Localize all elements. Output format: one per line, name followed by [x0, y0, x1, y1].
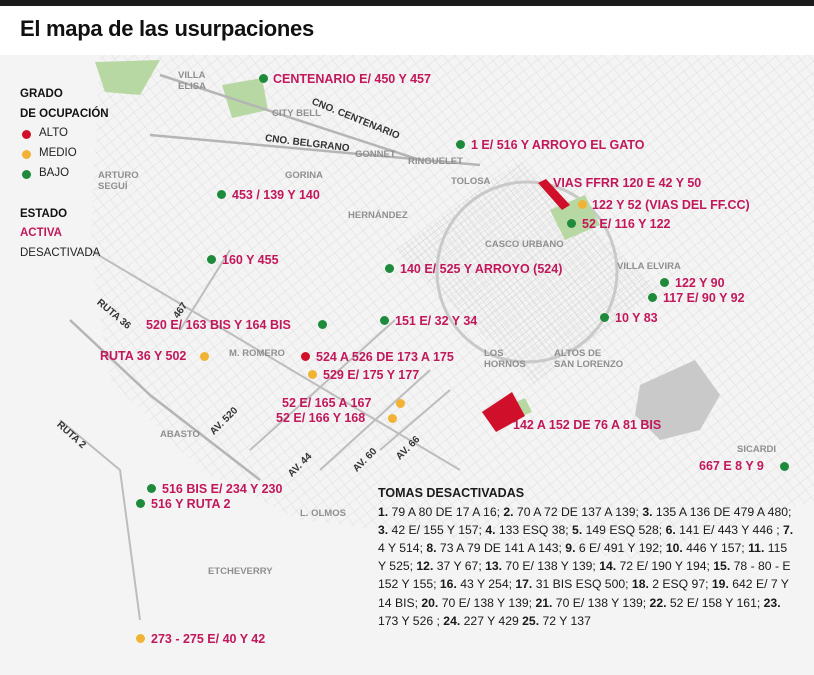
toma-number: 3.: [378, 523, 389, 538]
marker-dot: [308, 370, 317, 379]
toma-number: 6.: [665, 523, 676, 538]
place-villa-elvira: VILLA ELVIRA: [617, 261, 681, 272]
legend-medio-label: MEDIO: [39, 147, 77, 159]
toma-number: 1.: [378, 505, 389, 520]
marker-label: 142 A 152 DE 76 A 81 BIS: [513, 418, 662, 432]
toma-address: 149 ESQ 528;: [582, 523, 666, 538]
toma-number: 11.: [748, 541, 765, 556]
legend-grado-title-2: DE OCUPACIÓN: [20, 108, 109, 120]
toma-address: 70 E/ 138 Y 139;: [502, 559, 600, 574]
place-los-hornos: LOS HORNOS: [484, 348, 526, 370]
place-villa-elisa: VILLA ELISA: [178, 70, 206, 92]
toma-number: 14.: [599, 559, 617, 574]
place-arturo-segui: ARTURO SEGUÍ: [98, 170, 139, 192]
toma-number: 21.: [535, 595, 553, 610]
toma-number: 8.: [426, 541, 437, 556]
toma-address: 52 E/ 158 Y 161;: [666, 595, 764, 610]
marker-label: 516 BIS E/ 234 Y 230: [162, 482, 283, 496]
marker-label: 667 E 8 Y 9: [699, 459, 764, 473]
marker-label: 151 E/ 32 Y 34: [395, 314, 478, 328]
toma-address: 70 E/ 138 Y 139;: [552, 595, 650, 610]
marker-dot: [456, 140, 465, 149]
toma-number: 25.: [522, 613, 540, 628]
road-cno-belgrano: CNO. BELGRANO: [264, 133, 351, 155]
marker-label: 453 / 139 Y 140: [232, 188, 320, 202]
toma-address: 70 E/ 138 Y 139;: [438, 595, 536, 610]
toma-address: 72 Y 137: [539, 613, 591, 628]
marker-label: 160 Y 455: [222, 253, 279, 267]
toma-address: 2 ESQ 97;: [648, 577, 712, 592]
toma-number: 15.: [713, 559, 731, 574]
marker-label: 524 A 526 DE 173 A 175: [316, 350, 454, 364]
tomas-desactivadas-title: TOMAS DESACTIVADAS: [378, 486, 525, 500]
toma-number: 4.: [485, 523, 496, 538]
page-title: El mapa de las usurpaciones: [20, 16, 314, 41]
toma-number: 19.: [711, 577, 729, 592]
marker-dot: [217, 190, 226, 199]
toma-number: 18.: [631, 577, 649, 592]
legend-alto-dot: [22, 130, 31, 139]
toma-address: 173 Y 526 ;: [378, 613, 444, 628]
legend-desactivada: DESACTIVADA: [20, 247, 101, 259]
toma-number: 24.: [443, 613, 461, 628]
marker-dot: [200, 352, 209, 361]
legend-bajo-label: BAJO: [39, 167, 70, 179]
toma-number: 7.: [783, 523, 794, 538]
toma-number: 9.: [565, 541, 576, 556]
marker-label: 122 Y 90: [675, 276, 725, 290]
toma-number: 20.: [421, 595, 439, 610]
place-hernandez: HERNÁNDEZ: [348, 210, 408, 221]
toma-address: 31 BIS ESQ 500;: [532, 577, 632, 592]
marker-dot: [388, 414, 397, 423]
marker-dot: [259, 74, 268, 83]
toma-address: 141 E/ 443 Y 446 ;: [675, 523, 784, 538]
place-city-bell: CITY BELL: [272, 108, 321, 119]
road-av-44: AV. 44: [286, 451, 315, 480]
toma-address: 72 E/ 190 Y 194;: [616, 559, 714, 574]
marker-label: 1 E/ 516 Y ARROYO EL GATO: [471, 138, 645, 152]
tomas-desactivadas-body: [378, 503, 798, 630]
toma-number: 22.: [649, 595, 667, 610]
marker-dot: [318, 320, 327, 329]
marker-dot: [207, 255, 216, 264]
place-sicardi: SICARDI: [737, 444, 777, 455]
road-ruta-2: RUTA 2: [54, 419, 88, 452]
toma-number: 10.: [665, 541, 683, 556]
marker-dot: [567, 219, 576, 228]
toma-number: 16.: [439, 577, 457, 592]
road-ruta-36: RUTA 36: [94, 297, 133, 332]
marker-dot: [301, 352, 310, 361]
marker-dot: [385, 264, 394, 273]
road-av-60: AV. 60: [351, 446, 380, 475]
marker-dot: [600, 313, 609, 322]
marker-label: RUTA 36 Y 502: [100, 349, 187, 363]
marker-label: 516 Y RUTA 2: [151, 497, 231, 511]
toma-number: 17.: [515, 577, 533, 592]
marker-dot: [136, 499, 145, 508]
toma-number: 3.: [642, 505, 653, 520]
place-l-olmos: L. OLMOS: [300, 508, 346, 519]
toma-number: 2.: [503, 505, 514, 520]
legend-estado-title: ESTADO: [20, 208, 68, 220]
toma-address: 78 - 80 - E 152 Y 155;: [378, 559, 791, 592]
toma-address: 73 A 79 DE 141 A 143;: [436, 541, 566, 556]
toma-number: 12.: [416, 559, 434, 574]
legend-grado-title-1: GRADO: [20, 88, 63, 100]
marker-label: CENTENARIO E/ 450 Y 457: [273, 72, 431, 86]
place-abasto: ABASTO: [160, 429, 200, 440]
legend-alto-label: ALTO: [39, 127, 68, 139]
marker-dot: [396, 399, 405, 408]
toma-address: 70 A 72 DE 137 A 139;: [513, 505, 643, 520]
road-cno-centenario: CNO. CENTENARIO: [309, 96, 402, 142]
toma-number: 13.: [485, 559, 503, 574]
road-467: 467: [171, 300, 191, 321]
marker-label: 52 E/ 116 Y 122: [582, 217, 671, 231]
marker-dot: [780, 462, 789, 471]
legend-medio-dot: [22, 150, 31, 159]
place-altos-de-san-lorenzo: ALTOS DE SAN LORENZO: [554, 348, 624, 370]
toma-address: 133 ESQ 38;: [495, 523, 573, 538]
toma-number: 23.: [763, 595, 781, 610]
toma-address: 79 A 80 DE 17 A 16;: [388, 505, 504, 520]
toma-number: 5.: [572, 523, 583, 538]
marker-dot: [660, 278, 669, 287]
marker-label: VIAS FFRR 120 E 42 Y 50: [553, 176, 702, 190]
place-etcheverry: ETCHEVERRY: [208, 566, 273, 577]
marker-label: 52 E/ 165 A 167: [282, 396, 372, 410]
place-casco-urbano: CASCO URBANO: [485, 239, 564, 250]
toma-address: 6 E/ 491 Y 192;: [575, 541, 666, 556]
place-gorina: GORINA: [285, 170, 323, 181]
toma-address: 37 Y 67;: [433, 559, 486, 574]
marker-dot: [380, 316, 389, 325]
tomas-desactivadas-list: [378, 484, 798, 630]
marker-label: 529 E/ 175 Y 177: [323, 368, 420, 382]
road-av-520: AV. 520: [208, 405, 241, 438]
legend-activa: ACTIVA: [20, 227, 62, 239]
marker-label: 520 E/ 163 BIS Y 164 BIS: [146, 318, 291, 332]
toma-address: 446 Y 157;: [682, 541, 749, 556]
toma-address: 43 Y 254;: [456, 577, 516, 592]
place-gonnet: GONNET: [355, 149, 396, 160]
marker-dot: [147, 484, 156, 493]
place-ringuelet: RINGUELET: [408, 156, 463, 167]
legend-bajo-dot: [22, 170, 31, 179]
marker-label: 273 - 275 E/ 40 Y 42: [151, 632, 266, 646]
toma-address: 42 E/ 155 Y 157;: [388, 523, 486, 538]
marker-label: 117 E/ 90 Y 92: [663, 291, 745, 305]
marker-dot: [578, 200, 587, 209]
marker-dot: [648, 293, 657, 302]
marker-label: 10 Y 83: [615, 311, 658, 325]
place-tolosa: TOLOSA: [451, 176, 491, 187]
place-m-romero: M. ROMERO: [229, 348, 285, 359]
marker-dot: [136, 634, 145, 643]
marker-label: 140 E/ 525 Y ARROYO (524): [400, 262, 563, 276]
marker-label: 122 Y 52 (VIAS DEL FF.CC): [592, 198, 750, 212]
toma-address: 227 Y 429: [460, 613, 523, 628]
marker-label: 52 E/ 166 Y 168: [276, 411, 366, 425]
toma-address: 4 Y 514;: [378, 541, 427, 556]
toma-address: 642 E/ 7 Y 14 BIS;: [378, 577, 789, 610]
toma-address: 115 Y 525;: [378, 541, 788, 574]
toma-address: 135 A 136 DE 479 A 480;: [652, 505, 792, 520]
road-av-66: AV. 66: [394, 434, 423, 463]
